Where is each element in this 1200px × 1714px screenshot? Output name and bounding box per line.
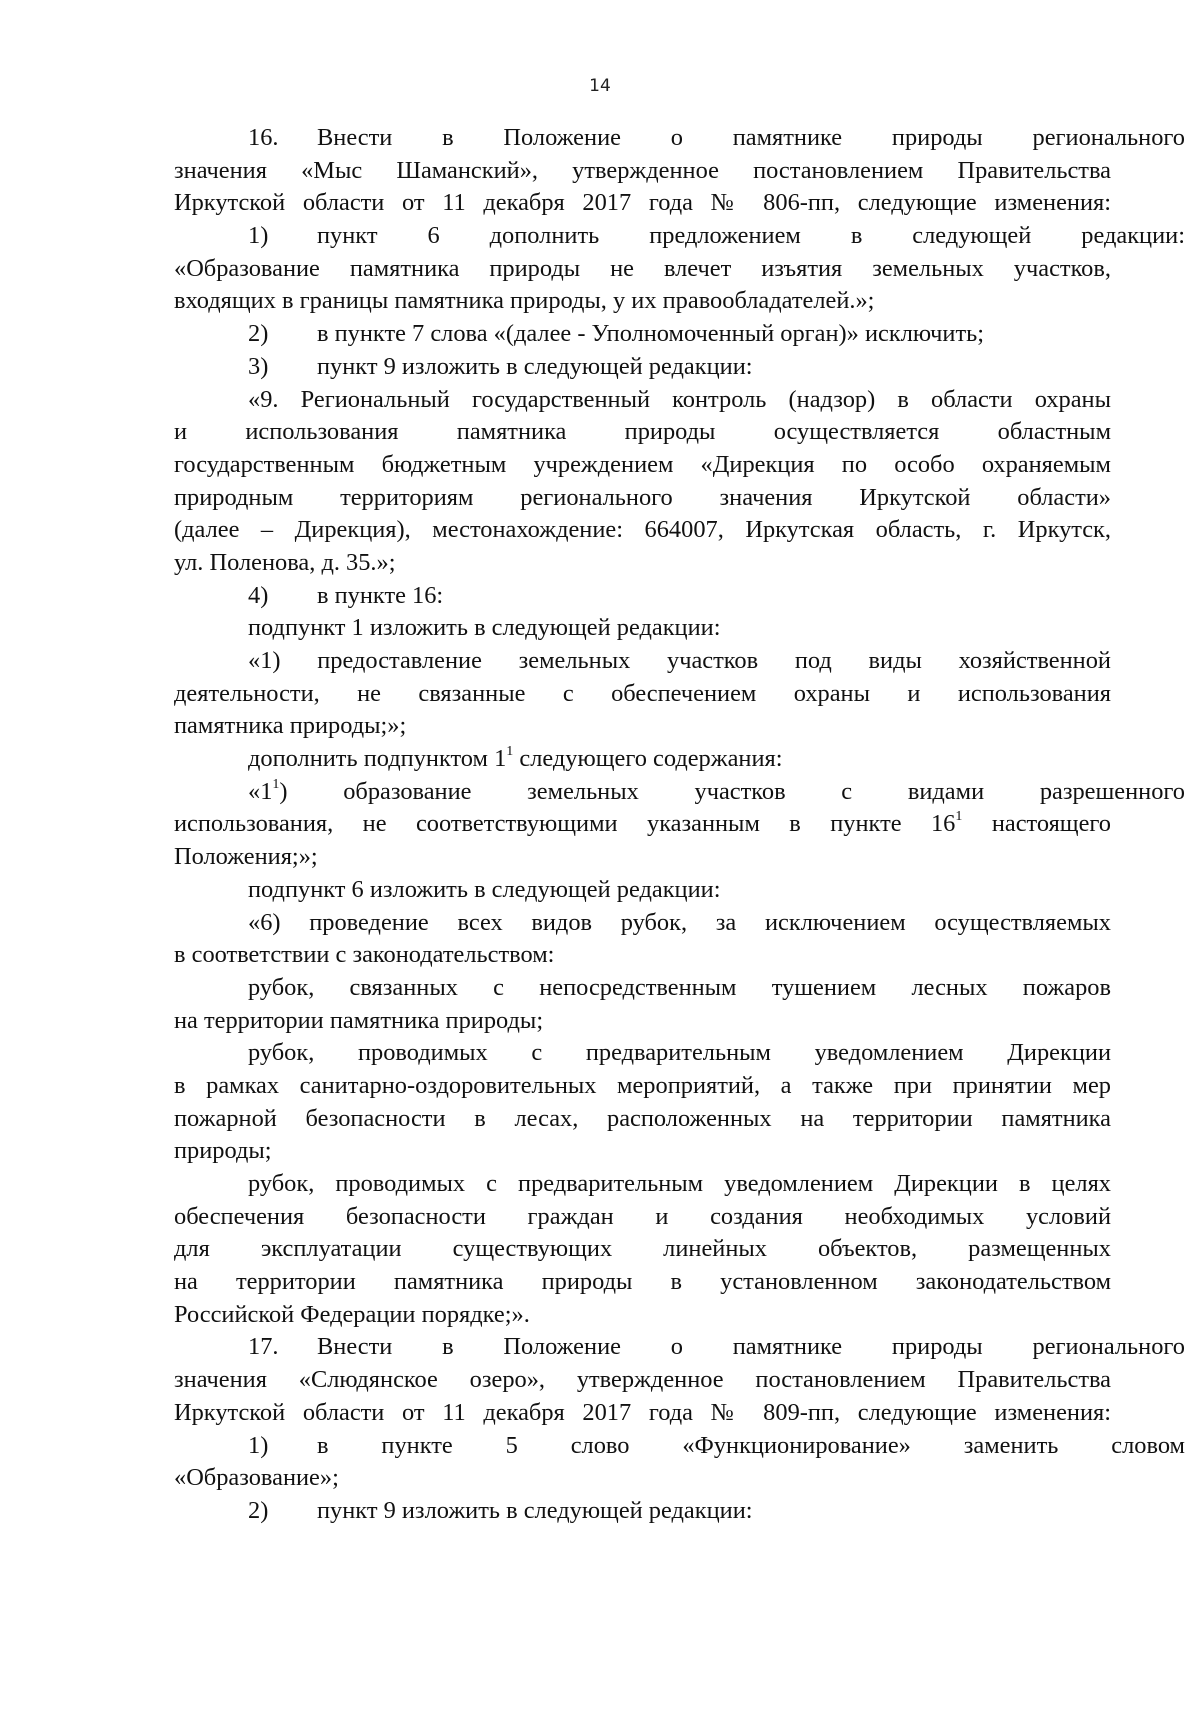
paragraph-text: «1) предоставление земельных участков под виды хозяйственной — [248, 647, 1111, 674]
paragraph-text: Положения;»; — [174, 843, 318, 871]
text-line — [174, 743, 1111, 776]
paragraph-text: рубок, проводимых с предварительным уведомлением Дирекции в целях — [248, 1170, 1111, 1197]
paragraph-text: дополнить подпунктом 1 — [248, 745, 507, 773]
paragraph-text: рубок, проводимых с предварительным уведомлением Дирекции — [248, 1039, 1111, 1067]
paragraph-text: значения «Мыс Шаманский», утвержденное постановлением Правительства — [174, 156, 1111, 184]
item-number: 2) — [248, 1496, 269, 1524]
text-line — [174, 1495, 1111, 1528]
paragraph-text: на территории памятника природы в установленном законодательством — [174, 1268, 1111, 1296]
item-number: 4) — [248, 581, 269, 609]
paragraph-text: и использования памятника природы осуществляется областным — [174, 418, 1111, 446]
paragraph-text: рубок, связанных с непосредственным тушением лесных пожаров — [248, 973, 1111, 1001]
paragraph-text: для эксплуатации существующих линейных объектов, размещенных — [174, 1235, 1111, 1263]
paragraph-text: «Образование памятника природы не влечет изъятия земельных участков, — [174, 254, 1111, 282]
paragraph-text: в пункте 5 слово «Функционирование» заменить словом — [317, 1431, 1185, 1459]
item-number: 17. — [248, 1333, 279, 1361]
text-fragment: настоящего — [962, 810, 1112, 838]
paragraph-text: следующего содержания: — [513, 745, 783, 773]
text-line — [174, 580, 1111, 613]
text-line — [174, 1430, 1185, 1463]
paragraph-text: ул. Поленова, д. 35.»; — [174, 548, 396, 576]
paragraph-text: природы; — [174, 1137, 272, 1165]
paragraph-text: Внести в Положение о памятнике природы регионального — [317, 1333, 1185, 1361]
text-line — [174, 318, 1111, 351]
text-line — [174, 776, 1185, 809]
paragraph-text: «6) проведение всех видов рубок, за исключением осуществляемых — [248, 908, 1111, 936]
superscript: 1 — [955, 809, 963, 825]
text-line — [174, 220, 1185, 253]
text-fragment: ) образование земельных участков с видами разрешенного — [279, 777, 1185, 805]
item-number: 2) — [248, 320, 269, 348]
paragraph-text: подпункт 6 изложить в следующей редакции: — [248, 875, 721, 903]
paragraph-text: «Образование»; — [174, 1464, 339, 1492]
superscript: 1 — [506, 743, 514, 759]
paragraph-text: памятника природы;»; — [174, 712, 407, 740]
item-number: 3) — [248, 352, 269, 380]
text-line — [174, 1331, 1185, 1364]
text-line — [174, 122, 1185, 155]
document-body — [174, 122, 1185, 1528]
paragraph-text — [248, 776, 1185, 809]
paragraph-text: (далее – Дирекция), местонахождение: 664007, Иркутская область, г. Иркутск, — [174, 516, 1111, 544]
item-number: 16. — [248, 124, 279, 151]
paragraph-text: пункт 6 дополнить предложением в следующей редакции: — [317, 222, 1185, 250]
superscript: 1 — [272, 776, 280, 792]
item-number: 1) — [248, 1431, 269, 1459]
text-line — [174, 351, 1111, 384]
paragraph-text: в пункте 16: — [317, 581, 444, 609]
paragraph-text: «9. Региональный государственный контроль (надзор) в области охраны — [248, 385, 1111, 413]
paragraph-text: обеспечения безопасности граждан и создания необходимых условий — [174, 1202, 1111, 1230]
paragraph-text: Российской Федерации порядке;». — [174, 1300, 530, 1328]
text-fragment: использования, не соответствующими указанным в пункте 16 — [174, 810, 956, 838]
paragraph-text: значения «Слюдянское озеро», утвержденное постановлением Правительства — [174, 1366, 1111, 1394]
paragraph-text: в рамках санитарно-оздоровительных мероприятий, а также при принятии мер — [174, 1071, 1111, 1099]
paragraph-text: пожарной безопасности в лесах, расположенных на территории памятника — [174, 1104, 1111, 1132]
paragraph-text: в соответствии с законодательством: — [174, 941, 555, 969]
paragraph-text: Иркутской области от 11 декабря 2017 года № 806-пп, следующие изменения: — [174, 189, 1111, 217]
paragraph-text: пункт 9 изложить в следующей редакции: — [317, 1496, 753, 1524]
paragraph-text: государственным бюджетным учреждением «Дирекция по особо охраняемым — [174, 450, 1111, 478]
paragraph-text — [174, 808, 1111, 841]
text-line — [174, 808, 1111, 841]
paragraph-text: подпункт 1 изложить в следующей редакции: — [248, 614, 721, 642]
page-number: 14 — [589, 76, 611, 96]
paragraph-text: Внести в Положение о памятнике природы регионального — [317, 124, 1185, 151]
paragraph-text: на территории памятника природы; — [174, 1006, 544, 1034]
paragraph-text: Иркутской области от 11 декабря 2017 года № 809-пп, следующие изменения: — [174, 1398, 1111, 1426]
item-number: 1) — [248, 222, 269, 250]
paragraph-text: деятельности, не связанные с обеспечением охраны и использования — [174, 679, 1111, 707]
paragraph-text: входящих в границы памятника природы, у их правообладателей.»; — [174, 287, 875, 315]
paragraph-text: пункт 9 изложить в следующей редакции: — [317, 352, 753, 380]
paragraph-text: природным территориям регионального значения Иркутской области» — [174, 483, 1111, 511]
paragraph-text: в пункте 7 слова «(далее - Уполномоченный орган)» исключить; — [317, 320, 985, 348]
text-fragment: «1 — [248, 777, 273, 805]
